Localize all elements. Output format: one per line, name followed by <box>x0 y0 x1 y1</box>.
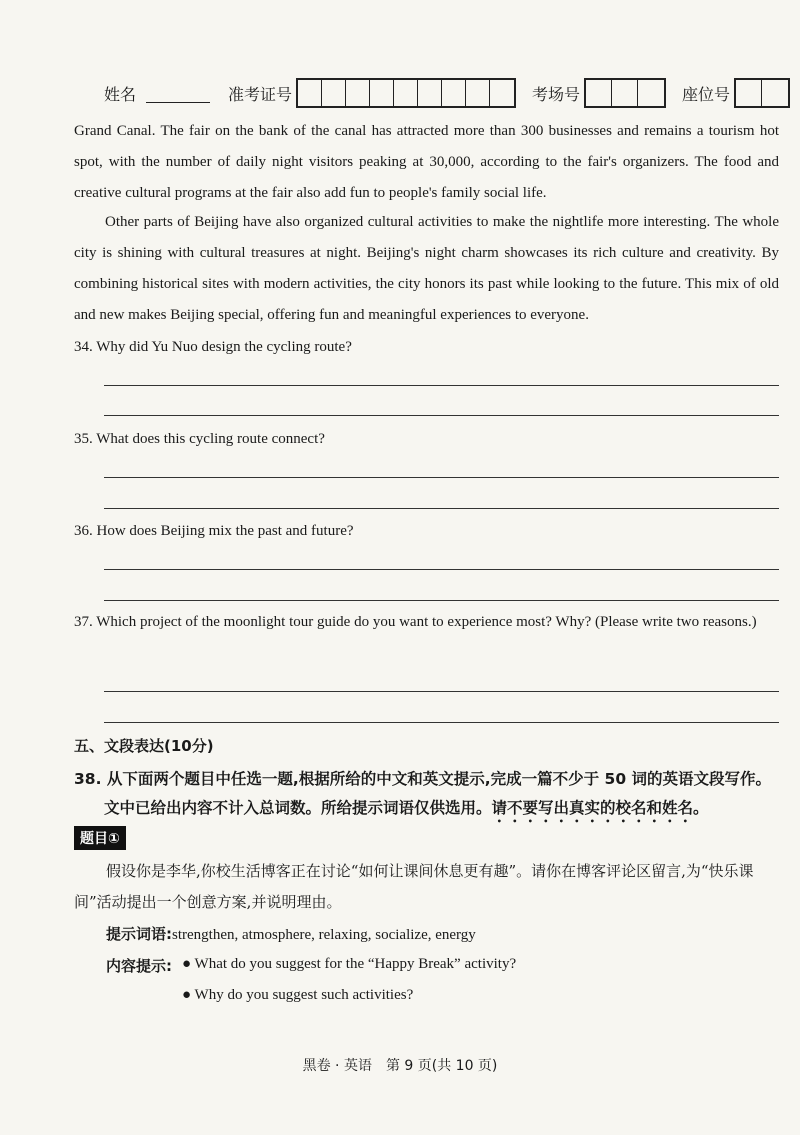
seat-label: 座位号 <box>682 84 731 104</box>
answer-line[interactable] <box>104 600 779 601</box>
hint-words <box>106 920 476 949</box>
hint-words-label: 提示词语: <box>106 925 172 943</box>
question-36: 36. How does Beijing mix the past and future? <box>74 523 354 539</box>
question-34: 34. Why did Yu Nuo design the cycling route? <box>74 339 352 355</box>
passage-paragraph-1: Grand Canal. The fair on the bank of the canal has attracted more than 300 businesses and remains a tourism hot spot, with the number of daily night visitors peaking at 30,000, according to the fair's organizers. The food and creative cultural programs at the fair also add fun to people's family social life. <box>74 123 779 201</box>
name-label: 姓名 <box>104 84 137 104</box>
name-field[interactable] <box>146 84 210 103</box>
question-37: 37. Which project of the moonlight tour guide do you want to experience most? Why? (Please write two reasons.) <box>74 614 757 630</box>
candidate-info-header <box>104 78 790 108</box>
content-hint-2: ● Why do you suggest such activities? <box>182 987 414 1003</box>
hint-words-text: strengthen, atmosphere, relaxing, socialize, energy <box>172 927 476 943</box>
topic-1-tag: 题目① <box>74 826 126 850</box>
content-hints <box>106 952 172 981</box>
task-note: 文中已给出内容不计入总词数。所给提示词语仅供选用。 <box>104 799 492 817</box>
answer-line[interactable] <box>104 569 779 570</box>
room-label: 考场号 <box>532 84 581 104</box>
section-5-title: 五、文段表达(10分) <box>74 737 214 755</box>
topic-1-scenario: 假设你是李华,你校生活博客正在讨论“如何让课间休息更有趣”。请你在博客评论区留言,为“快乐课间”活动提出一个创意方案,并说明理由。 <box>74 862 754 911</box>
answer-line[interactable] <box>104 508 779 509</box>
answer-line[interactable] <box>104 691 779 692</box>
answer-line[interactable] <box>104 415 779 416</box>
answer-line[interactable] <box>104 477 779 478</box>
question-35: 35. What does this cycling route connect? <box>74 431 325 447</box>
task-warning: 请不要写出真实的校名和姓名。 <box>491 799 709 817</box>
task-38-line-1: 38. 从下面两个题目中任选一题,根据所给的中文和英文提示,完成一篇不少于 50 词的英语文段写作。 <box>74 770 771 788</box>
exam-id-boxes[interactable] <box>296 78 516 108</box>
content-hints-label: 内容提示: <box>106 957 172 975</box>
task-38-line-2 <box>104 794 784 826</box>
exam-id-label: 准考证号 <box>228 84 293 104</box>
content-hint-1: ● What do you suggest for the “Happy Break” activity? <box>182 956 517 972</box>
page-footer: 黑卷 · 英语 第 9 页(共 10 页) <box>302 1058 498 1074</box>
room-boxes[interactable] <box>584 78 666 108</box>
passage-paragraph-2: Other parts of Beijing have also organized cultural activities to make the nightlife more interesting. The whole city is shining with cultural treasures at night. Beijing's night charm showcases its rich culture and creativity. By combining historical sites with modern activities, the city honors its past while looking to the future. This mix of old and new makes Beijing special, offering fun and meaningful experiences to everyone. <box>74 214 779 323</box>
answer-line[interactable] <box>104 385 779 386</box>
answer-line[interactable] <box>104 722 779 723</box>
seat-boxes[interactable] <box>734 78 790 108</box>
